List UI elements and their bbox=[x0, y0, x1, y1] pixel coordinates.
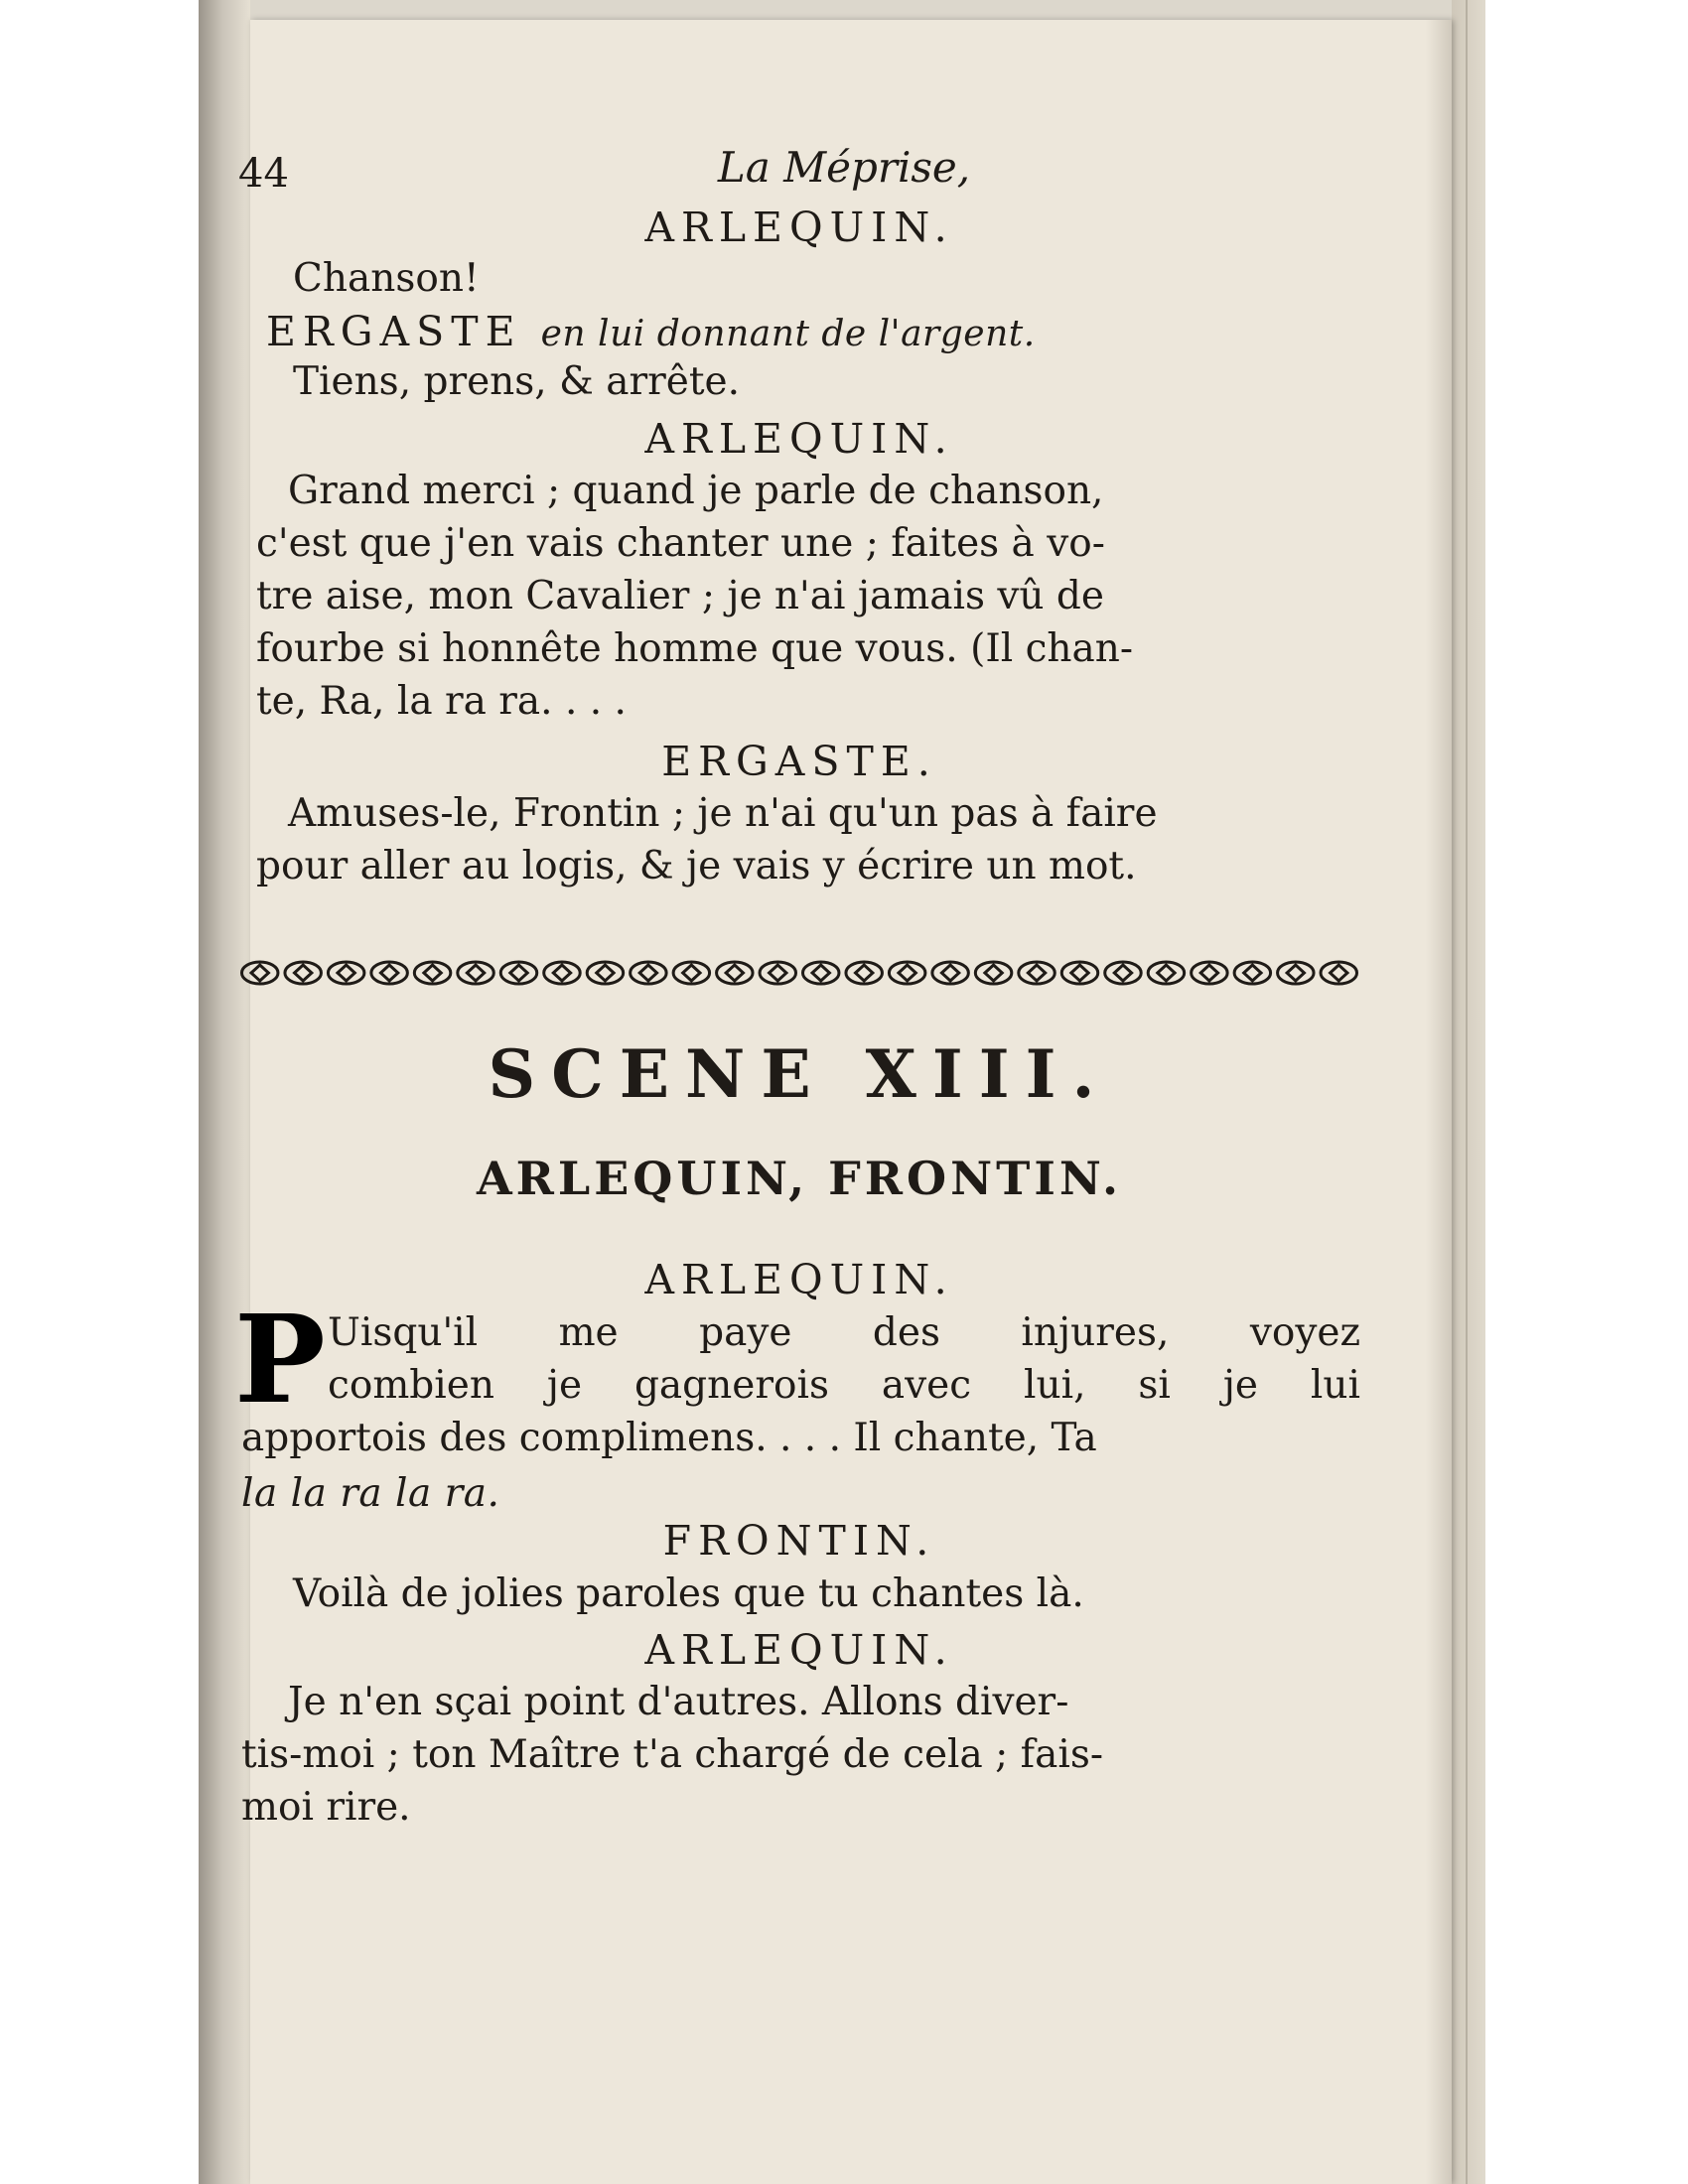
speaker-frontin: FRONTIN. bbox=[662, 1517, 936, 1565]
dialogue-line: tre aise, mon Cavalier ; je n'ai jamais vû de bbox=[256, 574, 1104, 618]
dialogue-line: combien je gagnerois avec lui, si je lui bbox=[328, 1363, 1360, 1408]
ornament-diamond bbox=[338, 965, 354, 981]
ornament-diamond bbox=[597, 965, 614, 981]
ornament-diamond bbox=[812, 965, 829, 981]
dialogue-line: moi rire. bbox=[241, 1785, 411, 1830]
ornament-diamond bbox=[1071, 965, 1088, 981]
running-title: La Méprise, bbox=[717, 143, 971, 192]
ornament-links bbox=[241, 962, 1356, 984]
speaker-arlequin: ARLEQUIN. bbox=[644, 1256, 954, 1303]
ornament-rule bbox=[238, 951, 1360, 995]
ornament-diamond bbox=[295, 965, 312, 981]
ornament-diamond bbox=[985, 965, 1002, 981]
ornament-diamond bbox=[941, 965, 958, 981]
ornament-diamond bbox=[899, 965, 915, 981]
gutter-fold bbox=[1466, 0, 1468, 2184]
dialogue-line: Grand merci ; quand je parle de chanson, bbox=[288, 469, 1104, 513]
ornament-diamond bbox=[1200, 965, 1217, 981]
dialogue-line: te, Ra, la ra ra. . . . bbox=[256, 679, 627, 724]
ornament-diamond bbox=[424, 965, 441, 981]
stage-direction: en lui donnant de l'argent. bbox=[540, 314, 1036, 354]
ornament-diamond bbox=[251, 965, 268, 981]
ornament-diamond bbox=[1331, 965, 1347, 981]
speaker-ergaste: ERGASTE. bbox=[661, 738, 937, 785]
dialogue-line: c'est que j'en vais chanter une ; faites à vo- bbox=[256, 521, 1105, 566]
ornament-diamond bbox=[553, 965, 570, 981]
ornament-diamond bbox=[856, 965, 873, 981]
dialogue-line: tis-moi ; ton Maître t'a chargé de cela ; fais- bbox=[241, 1732, 1104, 1777]
speaker-ergaste: ERGASTE bbox=[266, 308, 522, 355]
right-gutter bbox=[1452, 0, 1485, 2184]
dialogue-line: fourbe si honnête homme que vous. (Il chan- bbox=[256, 626, 1134, 671]
ornament-diamond bbox=[467, 965, 484, 981]
speaker-with-direction bbox=[266, 308, 1036, 355]
sung-line: la la ra la ra. bbox=[241, 1471, 500, 1516]
ornament-diamond bbox=[510, 965, 527, 981]
dialogue-line: Amuses-le, Frontin ; je n'ai qu'un pas à faire bbox=[288, 791, 1158, 836]
page-edge-shade bbox=[1426, 20, 1452, 2184]
dialogue-line: Chanson! bbox=[293, 256, 480, 301]
scene-title: SCENE XIII. bbox=[488, 1035, 1111, 1113]
speaker-arlequin: ARLEQUIN. bbox=[644, 204, 954, 251]
speaker-arlequin: ARLEQUIN. bbox=[644, 1626, 954, 1674]
ornament-diamond bbox=[380, 965, 397, 981]
ornament-diamond bbox=[639, 965, 656, 981]
dialogue-line: pour aller au logis, & je vais y écrire un mot. bbox=[256, 844, 1137, 888]
scene-characters: ARLEQUIN, FRONTIN. bbox=[476, 1152, 1123, 1205]
dialogue-line: Uisqu'il me paye des injures, voyez bbox=[328, 1310, 1360, 1355]
dialogue-line: Je n'en sçai point d'autres. Allons diver- bbox=[288, 1680, 1069, 1724]
ornament-diamond bbox=[770, 965, 786, 981]
ornament-diamond bbox=[1244, 965, 1261, 981]
ornament-diamond bbox=[1287, 965, 1304, 981]
drop-cap: P bbox=[234, 1288, 326, 1431]
ornament-diamond bbox=[1158, 965, 1175, 981]
dialogue-line: Tiens, prens, & arrête. bbox=[293, 359, 740, 404]
dialogue-line: apportois des complimens. . . . Il chante, Ta bbox=[241, 1416, 1097, 1460]
ornament-diamond bbox=[683, 965, 700, 981]
ornament-diamond bbox=[1114, 965, 1131, 981]
ornament-diamond bbox=[726, 965, 743, 981]
page-number: 44 bbox=[238, 151, 289, 197]
dialogue-line: Voilà de jolies paroles que tu chantes là. bbox=[293, 1571, 1084, 1616]
ornament-diamond bbox=[1028, 965, 1045, 981]
speaker-arlequin: ARLEQUIN. bbox=[644, 415, 954, 463]
